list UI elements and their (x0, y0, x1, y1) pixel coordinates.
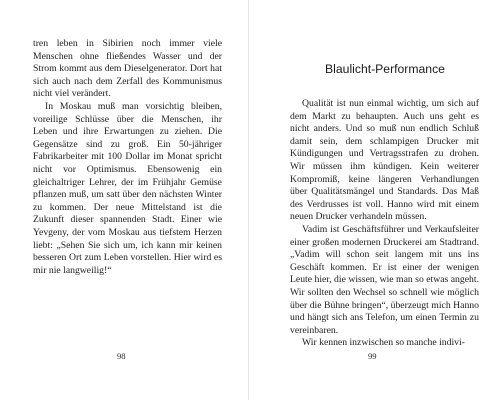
paragraph: tren leben in Sibirien noch immer viele Menschen ohne fließendes Wasser und der Strom kommt aus dem Dieselgenerator. Dort hat sich auch nach dem Zerfall des Kommunismus nicht viel verändert. (33, 38, 222, 100)
chapter-title: Blaulicht-Performance (325, 62, 445, 76)
page-number-left: 98 (117, 351, 126, 361)
paragraph: Vadim ist Geschäftsführer und Verkaufsleiter einer großen modernen Druckerei am Stadtrand. „Vadim will schon seit langem mit uns ins Geschäft kommen. Er ist einer der wenigen Leute hier, die wissen, wie man so etwas angeht. Wir sollten den Wechsel so schnell wie möglich über die Bühne bringen“, überzeugt mich Hanno und hängt sich ans Telefon, um einen Termin zu vereinbaren. (290, 223, 479, 336)
left-page-text (33, 38, 222, 277)
left-page (0, 0, 248, 400)
paragraph: In Moskau muß man vorsichtig bleiben, voreilige Schlüsse über die Menschen, ihr Leben und ihre Erwartungen zu ziehen. Die Gegensätze sind zu groß. Ein 50-jähriger Fabrikarbeiter mit 100 Dollar im Monat spricht nicht vor Optimismus. Ebensowenig ein gleichaltriger Lehrer, der im Frühjahr Gemüse pflanzen muß, um satt über den nächsten Winter zu kommen. Der neue Mittelstand ist die Zukunft dieser spannenden Stadt. Einer wie Yevgeny, der vom Moskau aus tiefstem Herzen liebt: „Sehen Sie sich um, ich kann mir keinen besseren Ort zum Leben vorstellen. Hier wird es mir nie langweilig!“ (33, 100, 222, 276)
paragraph: Wir kennen inzwischen so manche indivi- (302, 337, 465, 349)
paragraph: Qualität ist nun einmal wichtig, um sich auf dem Markt zu behaupten. Auch uns geht es nicht anders. Und so muß nun endlich Schluß damit sein, dem schlampigen Drucker mit Kündigungen und Vertragsstrafen zu drohen. Wir müssen ihm kündigen. Kein weiterer Kompromiß, keine längeren Verhandlungen über Qualitätsmängel und Standards. Das Maß des Verdrusses ist voll. Hanno wird mit einem neuen Drucker verhandeln müssen. (290, 98, 479, 223)
right-page-text (290, 98, 479, 350)
page-number-right: 99 (368, 351, 377, 361)
right-page (249, 0, 497, 400)
